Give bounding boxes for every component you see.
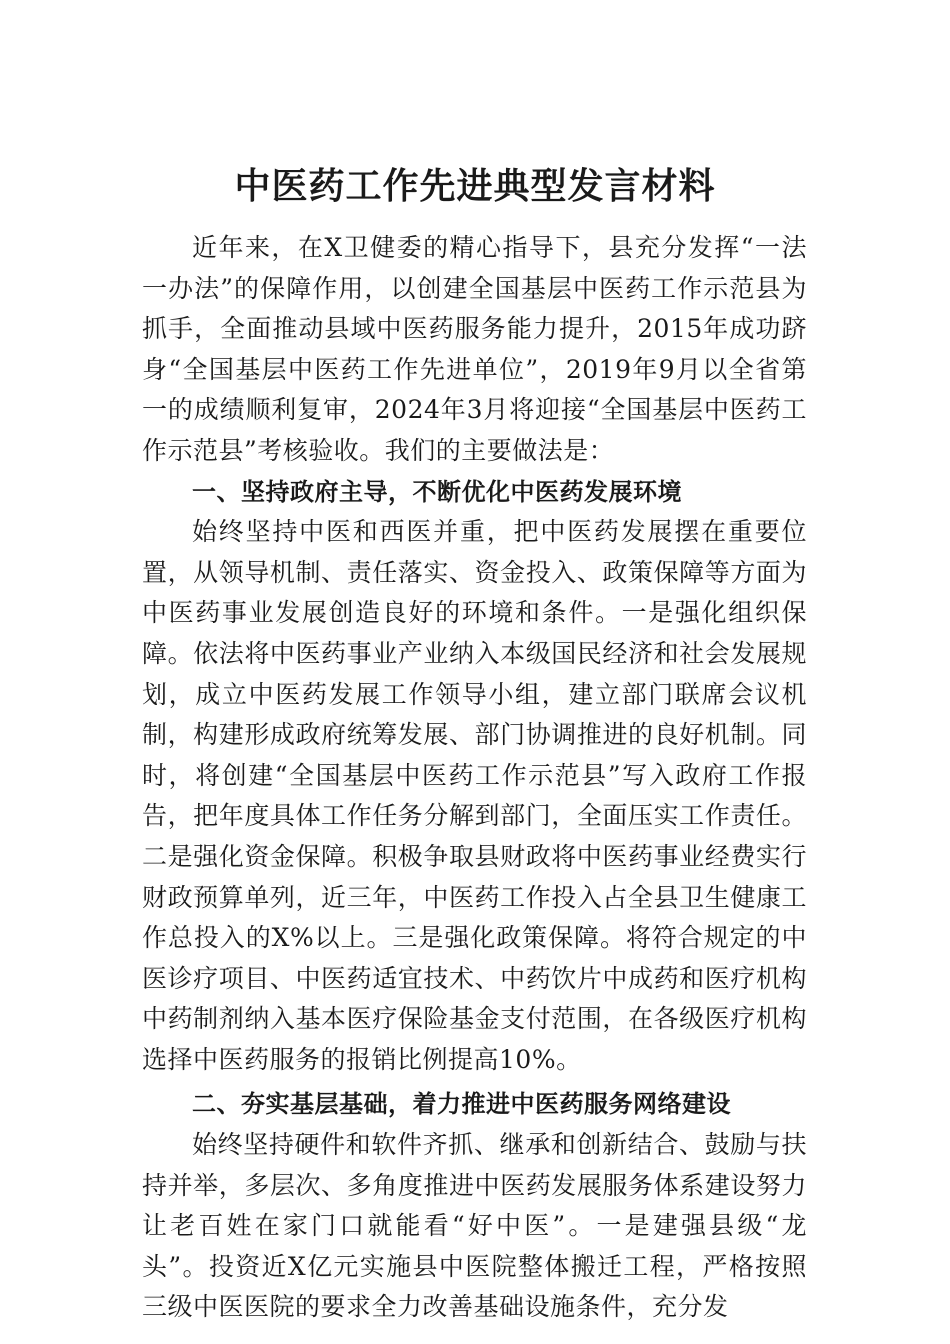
section-1-paragraph: 始终坚持中医和西医并重，把中医药发展摆在重要位置，从领导机制、责任落实、资金投入、政策保障等方面为中医药事业发展创造良好的环境和条件。一是强化组织保障。依法将中医药事业产业纳入本级国民经济和社会发展规划，成立中医药发展工作领导小组，建立部门联席会议机制，构建形成政府统筹发展、部门协调推进的良好机制。同时，将创建“全国基层中医药工作示范县”写入政府工作报告，把年度具体工作任务分解到部门，全面压实工作责任。二是强化资金保障。积极争取县财政将中医药事业经费实行财政预算单列，近三年，中医药工作投入占全县卫生健康工作总投入的X%以上。三是强化政策保障。将符合规定的中医诊疗项目、中医药适宜技术、中药饮片中成药和医疗机构中药制剂纳入基本医疗保险基金支付范围，在各级医疗机构选择中医药服务的报销比例提高10%。 — [142, 517, 807, 1074]
section-2-paragraph: 始终坚持硬件和软件齐抓、继承和创新结合、鼓励与扶持并举，多层次、多角度推进中医药发展服务体系建设努力让老百姓在家门口就能看“好中医”。一是建强县级“龙头”。投资近X亿元实施县中医院整体搬迁工程，严格按照三级中医医院的要求全力改善基础设施条件，充分发 — [142, 1130, 807, 1322]
document-title: 中医药工作先进典型发言材料 — [234, 165, 716, 207]
section-heading-2: 二、夯实基层基础，着力推进中医药服务网络建设 — [192, 1090, 731, 1119]
document-body — [142, 228, 807, 1328]
section-heading-1: 一、坚持政府主导，不断优化中医药发展环境 — [192, 477, 682, 506]
intro-paragraph: 近年来，在X卫健委的精心指导下，县充分发挥“一法一办法”的保障作用，以创建全国基层中医药工作示范县为抓手，全面推动县域中医药服务能力提升，2015年成功跻身“全国基层中医药工作先进单位”，2019年9月以全省第一的成绩顺利复审，2024年3月将迎接“全国基层中医药工作示范县”考核验收。我们的主要做法是： — [142, 233, 807, 465]
